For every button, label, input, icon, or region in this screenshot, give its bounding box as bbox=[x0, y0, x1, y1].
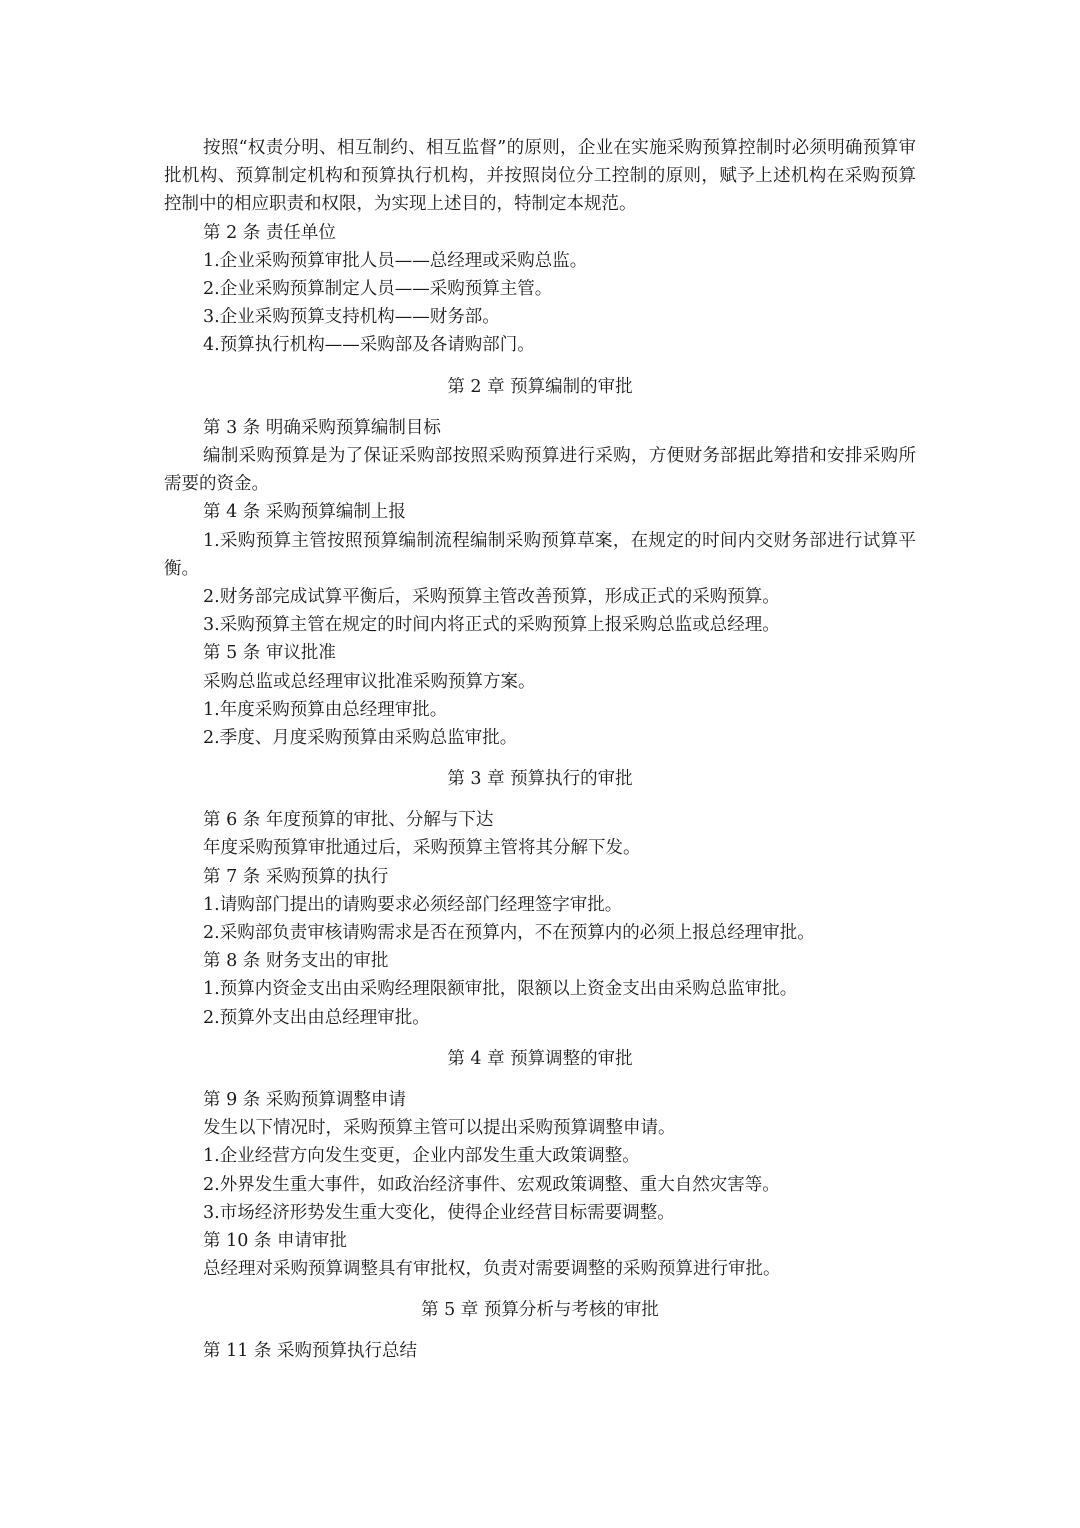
chapter-5-heading: 第 5 章 预算分析与考核的审批 bbox=[421, 1300, 659, 1321]
document-body bbox=[164, 134, 916, 1366]
article-9-item: 1.企业经营方向发生变更，企业内部发生重大政策调整。 bbox=[203, 1146, 640, 1167]
article-10-title: 第 10 条 申请审批 bbox=[203, 1230, 347, 1251]
article-8-item: 1.预算内资金支出由采购经理限额审批，限额以上资金支出由采购总监审批。 bbox=[203, 979, 798, 1000]
article-7-title: 第 7 条 采购预算的执行 bbox=[203, 866, 389, 887]
article-4-item: 2.财务部完成试算平衡后，采购预算主管改善预算，形成正式的采购预算。 bbox=[203, 586, 780, 607]
article-2-item: 3.企业采购预算支持机构——财务部。 bbox=[203, 307, 500, 328]
article-11-title: 第 11 条 采购预算执行总结 bbox=[203, 1341, 417, 1362]
article-2-item: 4.预算执行机构——采购部及各请购部门。 bbox=[203, 335, 535, 356]
article-5-item: 1.年度采购预算由总经理审批。 bbox=[203, 699, 448, 720]
article-9-item: 2.外界发生重大事件，如政治经济事件、宏观政策调整、重大自然灾害等。 bbox=[203, 1174, 780, 1195]
article-2-item: 1.企业采购预算审批人员——总经理或采购总监。 bbox=[203, 250, 588, 271]
article-6-text: 年度采购预算审批通过后，采购预算主管将其分解下发。 bbox=[203, 838, 641, 859]
article-7-item: 1.请购部门提出的请购要求必须经部门经理签字审批。 bbox=[203, 894, 623, 915]
chapter-2-heading: 第 2 章 预算编制的审批 bbox=[447, 376, 633, 397]
article-4-title: 第 4 条 采购预算编制上报 bbox=[203, 502, 406, 523]
chapter-4-heading: 第 4 章 预算调整的审批 bbox=[447, 1048, 633, 1069]
article-4-item: 3.采购预算主管在规定的时间内将正式的采购预算上报采购总监或总经理。 bbox=[203, 615, 780, 636]
article-9-item: 3.市场经济形势发生重大变化，使得企业经营目标需要调整。 bbox=[203, 1202, 675, 1223]
article-6-title: 第 6 条 年度预算的审批、分解与下达 bbox=[203, 810, 494, 831]
article-8-title: 第 8 条 财务支出的审批 bbox=[203, 951, 389, 972]
article-3-title: 第 3 条 明确采购预算编制目标 bbox=[203, 417, 441, 438]
article-4-item: 1.采购预算主管按照预算编制流程编制采购预算草案，在规定的时间内交财务部进行试算平衡。 bbox=[164, 530, 916, 579]
article-2-item: 2.企业采购预算制定人员——采购预算主管。 bbox=[203, 278, 553, 299]
article-7-item: 2.采购部负责审核请购需求是否在预算内，不在预算内的必须上报总经理审批。 bbox=[203, 923, 815, 944]
article-5-title: 第 5 条 审议批准 bbox=[203, 643, 336, 664]
article-9-text: 发生以下情况时，采购预算主管可以提出采购预算调整申请。 bbox=[203, 1118, 676, 1139]
article-2-title: 第 2 条 责任单位 bbox=[203, 222, 336, 243]
article-3-text: 编制采购预算是为了保证采购部按照采购预算进行采购，方便财务部据此筹措和安排采购所需要的资金。 bbox=[164, 445, 916, 495]
intro-paragraph: 按照“权责分明、相互制约、相互监督”的原则，企业在实施采购预算控制时必须明确预算审批机构、预算制定机构和预算执行机构，并按照岗位分工控制的原则，赋予上述机构在采购预算控制中的相应职责和权限，为实现上述目的，特制定本规范。 bbox=[164, 138, 916, 215]
article-10-text: 总经理对采购预算调整具有审批权，负责对需要调整的采购预算进行审批。 bbox=[203, 1259, 781, 1280]
article-8-item: 2.预算外支出由总经理审批。 bbox=[203, 1007, 430, 1028]
article-5-text: 采购总监或总经理审议批准采购预算方案。 bbox=[203, 671, 536, 692]
chapter-3-heading: 第 3 章 预算执行的审批 bbox=[447, 769, 633, 790]
article-9-title: 第 9 条 采购预算调整申请 bbox=[203, 1089, 406, 1110]
article-5-item: 2.季度、月度采购预算由采购总监审批。 bbox=[203, 727, 518, 748]
